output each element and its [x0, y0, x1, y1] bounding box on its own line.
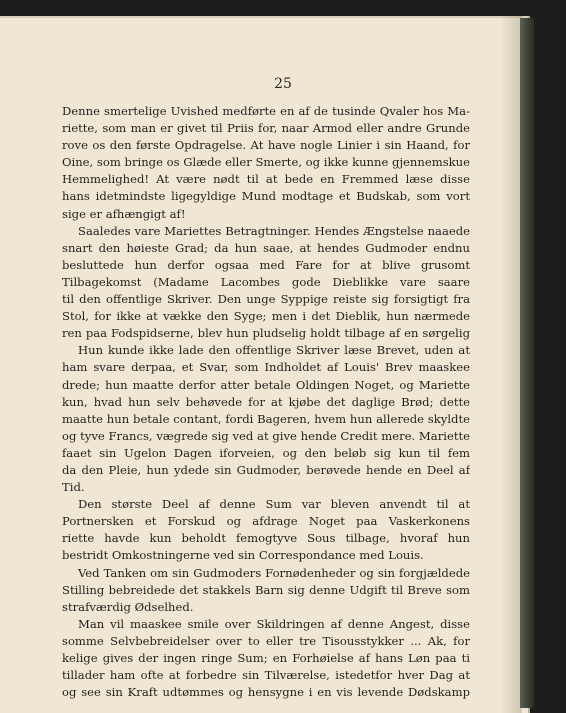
- text-line: Stol, for ikke at vække den Syge; men i det Dieblik, hun nærmede: [62, 309, 470, 324]
- text-line: og see sin Kraft udtømmes og hensygne i en vis levende Dødskamp: [62, 685, 470, 700]
- text-line: Tilbagekomst (Madame Lacombes gode Dieblikke vare saare: [62, 274, 470, 289]
- text-line: Denne smertelige Uvished medførte en af de tusinde Qvaler hos Ma-: [62, 104, 470, 118]
- text-line: strafværdig Ødselhed.: [62, 599, 194, 614]
- text-line: sige er afhængigt af!: [62, 206, 186, 221]
- text-line: ren paa Fodspidserne, blev hun pludselig holdt tilbage af en sørgelig: [62, 326, 470, 341]
- text-line: somme Selvbebreidelser over to eller tre Tisousstykker ... Ak, for: [62, 633, 470, 648]
- text-line: Tid.: [62, 480, 85, 495]
- page-gutter-shadow: [500, 16, 522, 713]
- text-line: Portnersken et Forskud og afdrage Noget paa Vaskerkonens: [62, 514, 470, 529]
- text-line: riette, som man er givet til Priis for, naar Armod eller andre Grunde: [62, 121, 470, 136]
- text-line: maatte hun betale contant, fordi Bageren, hvem hun allerede skyldte: [62, 411, 470, 426]
- text-line: kelige gives der ingen ringe Sum; en Forhøielse af hans Løn paa ti: [62, 651, 470, 665]
- text-line: drede; hun maatte derfor atter betale Oldingen Noget, og Mariette: [62, 377, 470, 392]
- text-line: Stilling bebreidede det stakkels Barn sig denne Udgift til Breve som: [62, 582, 470, 597]
- text-line: ham svare derpaa, et Svar, som Indholdet af Louis' Brev maaskee: [62, 360, 470, 375]
- text-line: Hun kunde ikke lade den offentlige Skriver læse Brevet, uden at: [78, 343, 470, 358]
- text-line: Ved Tanken om sin Gudmoders Fornødenheder og sin forgjældede: [78, 565, 470, 580]
- text-line: Man vil maaskee smile over Skildringen af denne Angest, disse: [78, 616, 470, 631]
- text-line: da den Pleie, hun ydede sin Gudmoder, berøvede hende en Deel af: [62, 462, 470, 477]
- text-line: og tyve Francs, vægrede sig ved at give hende Credit mere. Mariette: [62, 428, 470, 443]
- text-line: Saaledes vare Mariettes Betragtninger. Hendes Ængstelse naaede: [78, 223, 470, 238]
- text-line: besluttede hun derfor ogsaa med Fare for at blive grusomt: [62, 257, 470, 272]
- body-text: [62, 103, 470, 701]
- page-number: 25: [274, 76, 292, 92]
- text-line: kun, hvad hun selv behøvede for at kjøbe det daglige Brød; dette: [62, 394, 470, 409]
- text-line: til den offentlige Skriver. Den unge Syppige reiste sig forsigtigt fra: [62, 292, 470, 307]
- text-line: snart den høieste Grad; da hun saae, at hendes Gudmoder endnu: [62, 240, 470, 255]
- text-line: Hemmelighed! At være nødt til at bede en Fremmed læse disse: [62, 172, 470, 187]
- book-cover-edge: [520, 18, 534, 708]
- text-line: tillader ham ofte at forbedre sin Tilværelse, istedetfor hver Dag at: [62, 668, 470, 683]
- text-line: hans idetmindste ligegyldige Mund modtage et Budskab, som vort: [62, 189, 470, 204]
- text-line: rove os den første Opdragelse. At have nogle Linier i sin Haand, for: [62, 138, 470, 153]
- text-line: Oine, som bringe os Glæde eller Smerte, og ikke kunne gjennemskue: [62, 155, 470, 170]
- text-line: riette havde kun beholdt femogtyve Sous tilbage, hvoraf hun: [62, 531, 470, 546]
- text-line: Den største Deel af denne Sum var bleven anvendt til at: [78, 497, 470, 512]
- text-line: faaet sin Ugelon Dagen iforveien, og den beløb sig kun til fem: [62, 445, 470, 460]
- text-line: bestridt Omkostningerne ved sin Correspondance med Louis.: [62, 548, 424, 563]
